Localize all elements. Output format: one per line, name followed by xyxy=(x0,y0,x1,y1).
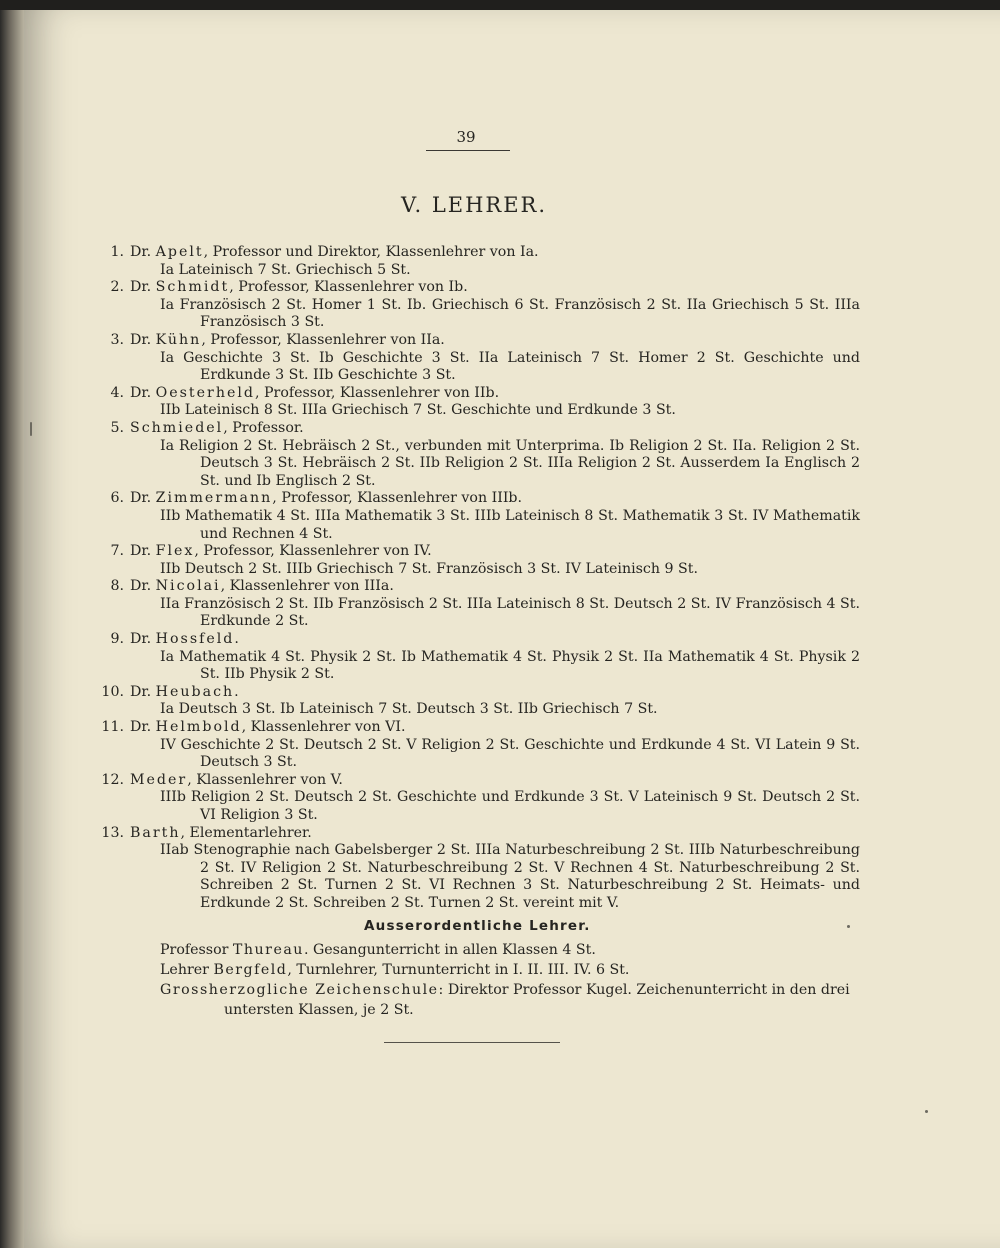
teacher-entry xyxy=(100,719,860,772)
teacher-entry xyxy=(100,684,860,719)
entry-role: , Professor, Klassenlehrer von IIa. xyxy=(201,331,445,348)
entry-lessons: IIb Deutsch 2 St. IIIb Griechisch 7 St. Französisch 3 St. IV Lateinisch 9 St. xyxy=(160,560,698,577)
entry-number: 1. xyxy=(110,244,124,260)
item-text: , Turnlehrer, Turnunterricht in I. II. III. IV. 6 St. xyxy=(287,962,630,978)
entry-title: Dr. xyxy=(130,719,152,736)
entry-name: Barth xyxy=(130,824,181,841)
entry-title: Dr. xyxy=(130,279,152,296)
entry-name: Apelt xyxy=(155,244,204,260)
entry-lessons: IIIb Religion 2 St. Deutsch 2 St. Geschichte und Erdkunde 3 St. V Lateinisch 9 St. Deutsch 2 St. VI Religion 3 St. xyxy=(160,789,860,823)
entry-head xyxy=(130,420,860,438)
entry-role: , Professor. xyxy=(223,419,304,436)
entry-lessons: Ia Geschichte 3 St. Ib Geschichte 3 St. IIa Lateinisch 7 St. Homer 2 St. Geschichte und Erdkunde 3 St. IIb Geschichte 3 St. xyxy=(160,349,860,384)
entry-number: 5. xyxy=(110,419,124,436)
teacher-entry xyxy=(100,543,860,578)
teacher-entry xyxy=(100,490,860,543)
entry-name: Heubach xyxy=(155,683,235,700)
entry-name: Nicolai xyxy=(155,578,221,595)
entry-name: Helmbold xyxy=(155,719,242,736)
teacher-entry xyxy=(100,332,860,385)
page-number-rule xyxy=(426,150,510,151)
entry-title: Dr. xyxy=(130,631,152,648)
entry-title: Dr. xyxy=(130,244,152,260)
entry-title: Dr. xyxy=(130,578,152,595)
entry-name: Schmiedel xyxy=(130,419,224,436)
paper-sheet xyxy=(24,10,1000,1248)
entry-role: , Klassenlehrer von IIIa. xyxy=(220,578,394,595)
page-content xyxy=(24,10,1000,1248)
entry-head xyxy=(130,772,860,790)
entry-role: , Klassenlehrer von V. xyxy=(187,771,343,788)
speck-mark xyxy=(925,1110,928,1113)
entry-number: 13. xyxy=(101,824,124,841)
entry-role: , Professor, Klassenlehrer von IIIb. xyxy=(272,490,523,507)
entry-number: 10. xyxy=(101,683,124,700)
entry-title: Dr. xyxy=(130,384,152,401)
entry-number: 8. xyxy=(110,578,124,595)
extraordinary-item xyxy=(160,940,860,960)
entry-role: , Professor, Klassenlehrer von IV. xyxy=(194,543,432,560)
entry-name: Meder xyxy=(130,771,188,788)
extraordinary-item xyxy=(160,980,860,1020)
extraordinary-heading: Ausserordentliche Lehrer. xyxy=(364,918,591,934)
entry-name: Oesterheld xyxy=(155,384,255,401)
extraordinary-item xyxy=(160,960,860,980)
teacher-entry xyxy=(100,825,860,913)
teacher-entry xyxy=(100,420,860,490)
speck-mark xyxy=(847,925,850,928)
entry-head xyxy=(130,385,860,403)
entry-name: Zimmermann xyxy=(155,490,273,507)
entry-lessons: IIab Stenographie nach Gabelsberger 2 St. IIIa Naturbeschreibung 2 St. IIIb Naturbeschreibung 2 St. IV Religion 2 St. Naturbeschreibung 2 St. V Rechnen 4 St. Naturbeschreibung 2 St. Schreiben 2 St. Turnen 2 St. VI Rechnen 3 St. Naturbeschreibung 2 St. Heimats- und Erdkunde 2 St. Schreiben 2 St. Turnen 2 St. vereint mit V. xyxy=(160,842,860,911)
teacher-entry xyxy=(100,244,860,279)
entry-name: Hossfeld xyxy=(155,631,235,648)
teacher-entry xyxy=(100,631,860,684)
entry-head xyxy=(130,332,860,350)
entry-role: , Professor und Direktor, Klassenlehrer von Ia. xyxy=(203,244,539,260)
entry-role: , Klassenlehrer von VI. xyxy=(241,719,406,736)
entry-role: . xyxy=(234,631,239,648)
entry-role: , Professor, Klassenlehrer von IIb. xyxy=(254,384,500,401)
extraordinary-list xyxy=(160,940,860,1020)
entry-name: Kühn xyxy=(155,331,202,348)
entry-role: , Professor, Klassenlehrer von Ib. xyxy=(229,279,468,296)
item-text: : Direktor Professor Kugel. Zeichenunterricht in den drei untersten Klassen, je 2 St. xyxy=(224,982,850,1018)
entry-number: 7. xyxy=(110,543,124,560)
entry-lessons: Ia Mathematik 4 St. Physik 2 St. Ib Mathematik 4 St. Physik 2 St. IIa Mathematik 4 St. Physik 2 St. IIb Physik 2 St. xyxy=(160,648,860,683)
teacher-entry xyxy=(100,772,860,825)
section-title: V. LEHRER. xyxy=(400,193,548,217)
entry-head xyxy=(130,490,860,508)
entry-role: , Elementarlehrer. xyxy=(180,824,312,841)
entry-number: 12. xyxy=(101,771,124,788)
entry-name: Schmidt xyxy=(155,279,230,296)
entry-lessons: IIb Mathematik 4 St. IIIa Mathematik 3 St. IIIb Lateinisch 8 St. Mathematik 3 St. IV Mathematik und Rechnen 4 St. xyxy=(160,507,860,542)
entry-head xyxy=(130,244,860,262)
entry-number: 11. xyxy=(101,719,124,736)
entry-head xyxy=(130,543,860,561)
teacher-entry xyxy=(100,385,860,420)
teacher-entry xyxy=(100,578,860,631)
teacher-entry xyxy=(100,279,860,332)
item-name: Grossherzogliche Zeichenschule xyxy=(160,982,439,998)
entry-head xyxy=(130,578,860,596)
item-name: Thureau xyxy=(232,942,304,958)
entry-role: . xyxy=(234,683,239,700)
item-text: . Gesangunterricht in allen Klassen 4 St. xyxy=(303,942,596,958)
entry-head xyxy=(130,825,860,843)
entry-lessons: Ia Deutsch 3 St. Ib Lateinisch 7 St. Deutsch 3 St. IIb Griechisch 7 St. xyxy=(160,701,658,718)
entry-number: 4. xyxy=(110,384,124,401)
entry-title: Dr. xyxy=(130,543,152,560)
teacher-list xyxy=(100,244,860,913)
item-name: Bergfeld xyxy=(213,962,288,978)
end-rule xyxy=(384,1042,560,1043)
entry-lessons: Ia Lateinisch 7 St. Griechisch 5 St. xyxy=(160,261,411,278)
book-spine xyxy=(0,10,24,1248)
entry-title: Dr. xyxy=(130,683,152,700)
entry-number: 9. xyxy=(110,631,124,648)
entry-head xyxy=(130,631,860,649)
entry-lessons: IIa Französisch 2 St. IIb Französisch 2 St. IIIa Lateinisch 8 St. Deutsch 2 St. IV Französisch 4 St. Erdkunde 2 St. xyxy=(160,595,860,630)
entry-name: Flex xyxy=(155,543,195,560)
entry-head xyxy=(130,684,860,702)
binding-mark xyxy=(30,422,32,436)
entry-title: Dr. xyxy=(130,331,152,348)
item-prefix: Professor xyxy=(160,942,229,958)
entry-head xyxy=(130,719,860,737)
page-number: 39 xyxy=(456,128,476,146)
entry-lessons: Ia Religion 2 St. Hebräisch 2 St., verbunden mit Unterprima. Ib Religion 2 St. IIa. Religion 2 St. Deutsch 3 St. Hebräisch 2 St. IIb Religion 2 St. IIIa Religion 2 St. Ausserdem Ia Englisch 2 St. und Ib Englisch 2 St. xyxy=(160,437,860,489)
entry-lessons: IV Geschichte 2 St. Deutsch 2 St. V Religion 2 St. Geschichte und Erdkunde 4 St. VI Latein 9 St. Deutsch 3 St. xyxy=(160,736,860,771)
item-prefix: Lehrer xyxy=(160,962,209,978)
entry-lessons: IIb Lateinisch 8 St. IIIa Griechisch 7 St. Geschichte und Erdkunde 3 St. xyxy=(160,402,676,419)
entry-number: 2. xyxy=(110,279,124,296)
entry-number: 6. xyxy=(110,490,124,507)
entry-lessons: Ia Französisch 2 St. Homer 1 St. Ib. Griechisch 6 St. Französisch 2 St. IIa Griechisch 5 St. IIIa Französisch 3 St. xyxy=(160,296,860,331)
entry-title: Dr. xyxy=(130,490,152,507)
entry-head xyxy=(130,279,860,297)
entry-number: 3. xyxy=(110,331,124,348)
